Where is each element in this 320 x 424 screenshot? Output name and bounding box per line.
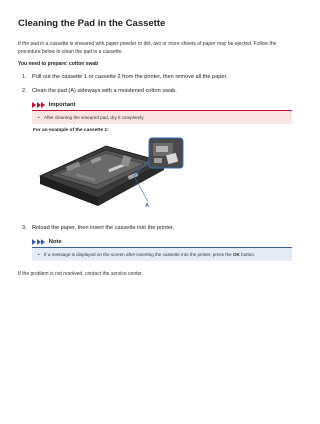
cassette-figure <box>36 136 186 208</box>
page-title: Cleaning the Pad in the Cassette <box>18 18 166 29</box>
step-number: 2. <box>22 88 27 94</box>
important-callout <box>32 100 292 124</box>
ok-keyword: OK <box>232 252 240 257</box>
footer-text: If the problem is not resolved, contact the service center. <box>18 271 144 277</box>
note-text: If a message is displayed on the screen after inserting the cassette into the printer, press the OK button. <box>44 252 256 257</box>
note-callout <box>32 237 292 261</box>
step-number: 3. <box>22 225 27 231</box>
important-text: After cleaning the smeared pad, dry it completely. <box>44 115 145 120</box>
prepare-label: You need to prepare: cotton swab <box>18 61 99 67</box>
callout-label-a: A <box>145 203 149 208</box>
note-icon <box>32 239 46 245</box>
step-text: Clean the pad (A) sideways with a moistened cotton swab. <box>32 88 177 94</box>
note-body <box>32 248 292 261</box>
important-icon <box>32 102 46 108</box>
bullet: • <box>38 115 40 120</box>
step-3 <box>22 225 174 231</box>
step-number: 1. <box>22 74 27 80</box>
step-2 <box>22 88 177 94</box>
step-text: Pull out the cassette 1 or cassette 2 from the printer, then remove all the paper. <box>32 74 228 80</box>
bullet: • <box>38 252 40 257</box>
note-title: Note <box>48 238 62 245</box>
important-body <box>32 111 292 124</box>
step-text: Reload the paper, then insert the cassette into the printer. <box>32 225 175 231</box>
cassette-illustration <box>36 136 186 208</box>
example-label: For an example of the cassette 1: <box>33 128 109 133</box>
step-1 <box>22 74 228 80</box>
important-title: Important <box>48 101 76 108</box>
intro-text: If the pad in a cassette is smeared with paper powder or dirt, two or more sheets of paper may be ejected. Follow the procedure below to clean the pad in a cassette. <box>18 41 277 56</box>
